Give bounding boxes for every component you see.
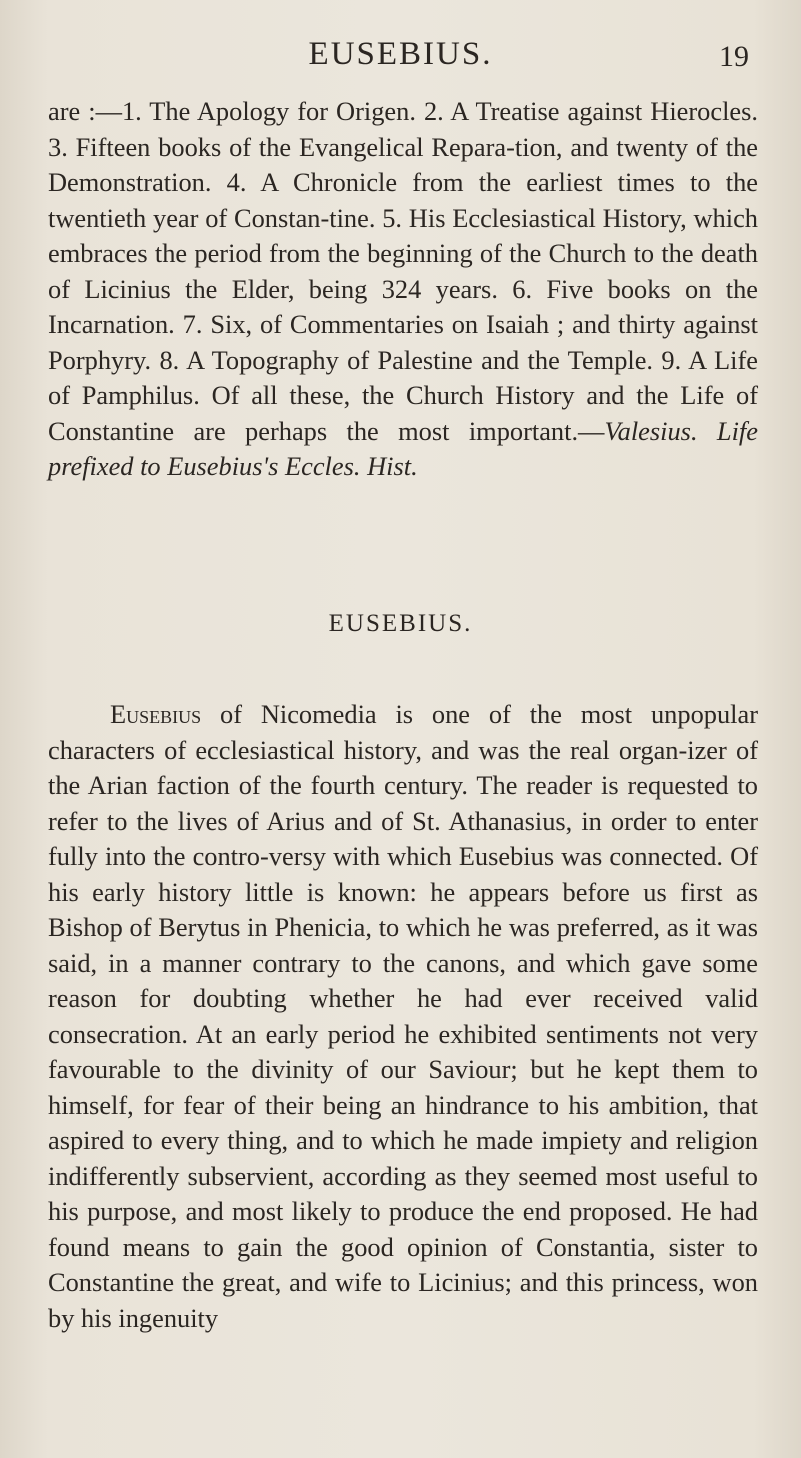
paragraph-2-text: of Nicomedia is one of the most unpopular characters of ecclesiastical history, and was the real organ-izer of the Arian faction of the fourth century. The reader is requested to refer to the lives of Arius and of St. Athanasius, in order to enter fully into the contro-versy with which Eusebius was connected. Of his early history little is known: he appears before us first as Bishop of Berytus in Phenicia, to which he was preferred, as it was said, in a manner contrary to the canons, and which gave some reason for doubting whether he had ever received valid consecration. At an early period he exhibited sentiments not very favourable to the divinity of our Saviour; but he kept them to himself, for fear of their being an hindrance to his ambition, that aspired to every thing, and to which he made impiety and religion indifferently subservient, according as they seemed most useful to his purpose, and most likely to produce the end proposed. He had found means to gain the good opinion of Constantia, sister to Constantine the great, and wife to Licinius; and this princess, won by his ingenuity — [48, 699, 758, 1333]
section-heading: EUSEBIUS. — [328, 610, 473, 637]
lead-word: Eusebius — [110, 699, 202, 729]
page-number: 19 — [719, 40, 749, 73]
page-header — [0, 18, 801, 73]
paragraph-works-list — [48, 94, 758, 485]
running-title: EUSEBIUS. — [308, 36, 493, 72]
citation: Valesius. Life prefixed to Eusebius's Eccles. Hist. — [48, 415, 758, 481]
paragraph-biography — [48, 697, 758, 1336]
paragraph-1-text: are :—1. The Apology for Origen. 2. A Treatise against Hierocles. 3. Fifteen books of the Evangelical Repara-tion, and twenty of the Demonstration. 4. A Chronicle from the earliest times to the twentieth year of Constan-tine. 5. His Ecclesiastical History, which embraces the period from the beginning of the Church to the death of Licinius the Elder, being 324 years. 6. Five books on the Incarnation. 7. Six, of Commentaries on Isaiah ; and thirty against Porphyry. 8. A Topography of Palestine and the Temple. 9. A Life of Pamphilus. Of all these, the Church History and the Life of Constantine are perhaps the most important.— — [48, 96, 758, 446]
